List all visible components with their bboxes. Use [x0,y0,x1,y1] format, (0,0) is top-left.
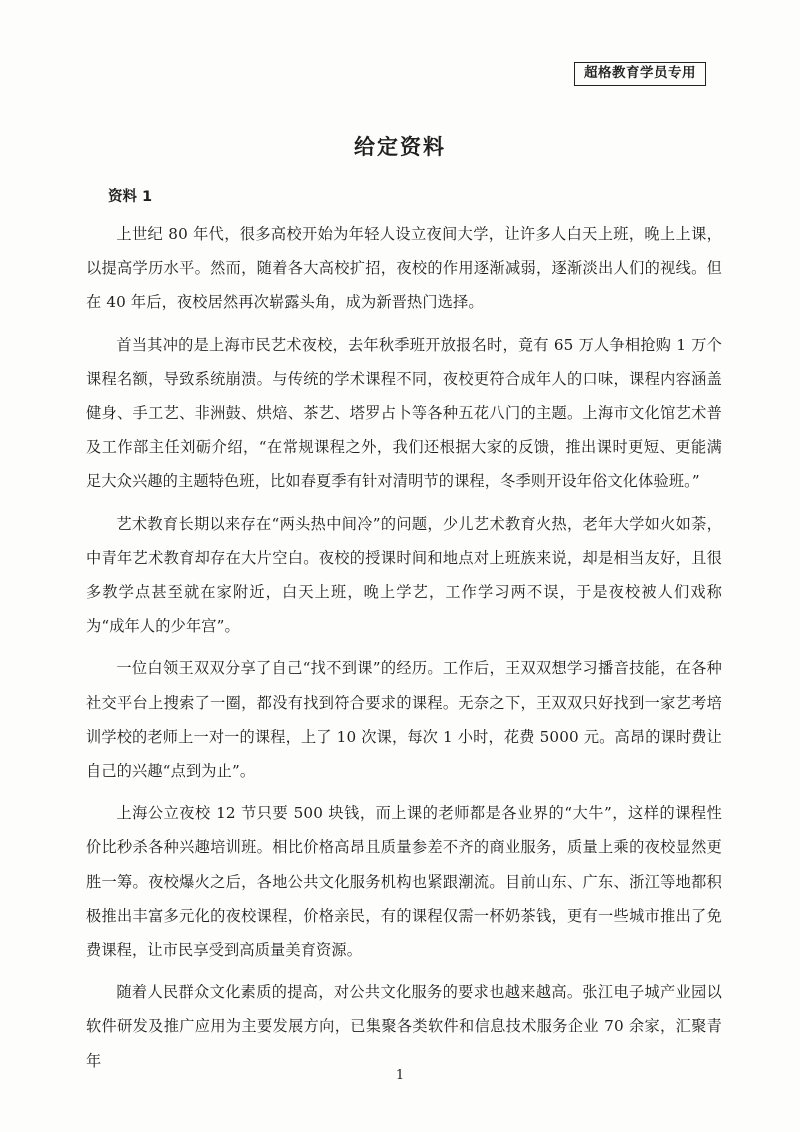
paragraph-3: 艺术教育长期以来存在“两头热中间冷”的问题，少儿艺术教育火热，老年大学如火如荼，中青年艺术教育却存在大片空白。夜校的授课时间和地点对上班族来说，却是相当友好，且很多教学点甚至就在家附近，白天上班，晚上学艺，工作学习两不误，于是夜校被人们戏称为“成年人的少年宫”。 [86,514,722,636]
paragraph-4: 一位白领王双双分享了自己“找不到课”的经历。工作后，王双双想学习播音技能，在各种社交平台上搜索了一圈，都没有找到符合要求的课程。无奈之下，王双双只好找到一家艺考培训学校的老师上一对一的课程，上了 10 次课，每次 1 小时，花费 5000 元。高昂的课时费让自己的兴趣“点到为止”。 [86,659,722,781]
paragraph-2: 首当其冲的是上海市民艺术夜校，去年秋季班开放报名时，竟有 65 万人争相抢购 1 万个课程名额，导致系统崩溃。与传统的学术课程不同，夜校更符合成年人的口味，课程内容涵盖健身、手工艺、非洲鼓、烘焙、茶艺、塔罗占卜等各种五花八门的主题。上海市文化馆艺术普及工作部主任刘砺介绍，“在常规课程之外，我们还根据大家的反馈，推出课时更短、更能满足大众兴趣的主题特色班，比如春夏季有针对清明节的课程，冬季则开设年俗文化体验班。” [86,335,722,491]
paragraph-5: 上海公立夜校 12 节只要 500 块钱，而上课的老师都是各业界的“大牛”，这样的课程性价比秒杀各种兴趣培训班。相比价格高昂且质量参差不齐的商业服务，质量上乘的夜校显然更胜一筹。夜校爆火之后，各地公共文化服务机构也紧跟潮流。目前山东、广东、浙江等地都积极推出丰富多元化的夜校课程，价格亲民，有的课程仅需一杯奶茶钱，更有一些城市推出了免费课程，让市民享受到高质量美育资源。 [86,804,722,960]
page-number: 1 [395,1068,405,1083]
paragraph-6: 随着人民群众文化素质的提高，对公共文化服务的要求也越来越高。张江电子城产业园以软件研发及推广应用为主要发展方向，已集聚各类软件和信息技术服务企业 70 余家，汇聚青年 [86,983,722,1070]
student-use-stamp: 超格教育学员专用 [574,62,706,86]
page-title: 给定资料 [354,135,446,159]
body-text [86,217,722,1086]
paragraph-1: 上世纪 80 年代，很多高校开始为年轻人设立夜间大学，让许多人白天上班，晚上上课，以提高学历水平。然而，随着各大高校扩招，夜校的作用逐渐减弱，逐渐淡出人们的视线。但在 40 年后，夜校居然再次崭露头角，成为新晋热门选择。 [86,225,722,312]
section-heading: 资料 1 [108,189,153,205]
